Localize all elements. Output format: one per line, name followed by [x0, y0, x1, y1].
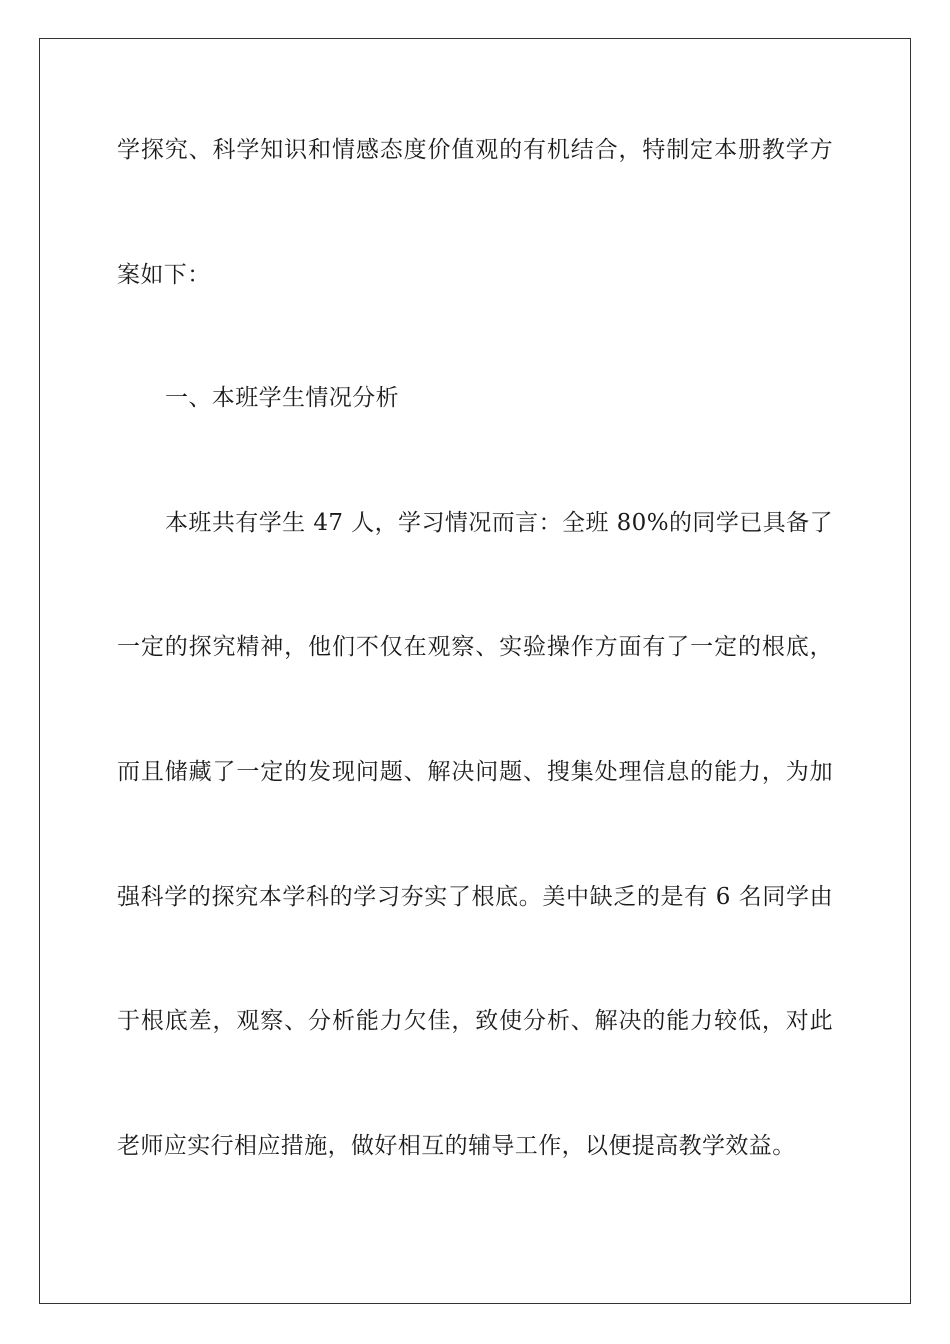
paragraph-line-5: 而且储藏了一定的发现问题、解决问题、搜集处理信息的能力，为加	[117, 759, 833, 785]
paragraph-line-1: 学探究、科学知识和情感态度价值观的有机结合，特制定本册教学方	[117, 137, 833, 163]
paragraph-line-3: 本班共有学生 47 人，学习情况而言：全班 80%的同学已具备了	[165, 510, 833, 536]
paragraph-line-4: 一定的探究精神，他们不仅在观察、实验操作方面有了一定的根底，	[117, 634, 833, 660]
section-heading: 一、本班学生情况分析	[165, 385, 399, 411]
page-border	[39, 38, 911, 1304]
paragraph-line-2: 案如下：	[117, 262, 211, 288]
paragraph-line-8: 老师应实行相应措施，做好相互的辅导工作，以便提高教学效益。	[117, 1133, 796, 1159]
paragraph-line-6: 强科学的探究本学科的学习夯实了根底。美中缺乏的是有 6 名同学由	[117, 884, 833, 910]
paragraph-line-7: 于根底差，观察、分析能力欠佳，致使分析、解决的能力较低，对此	[117, 1008, 833, 1034]
